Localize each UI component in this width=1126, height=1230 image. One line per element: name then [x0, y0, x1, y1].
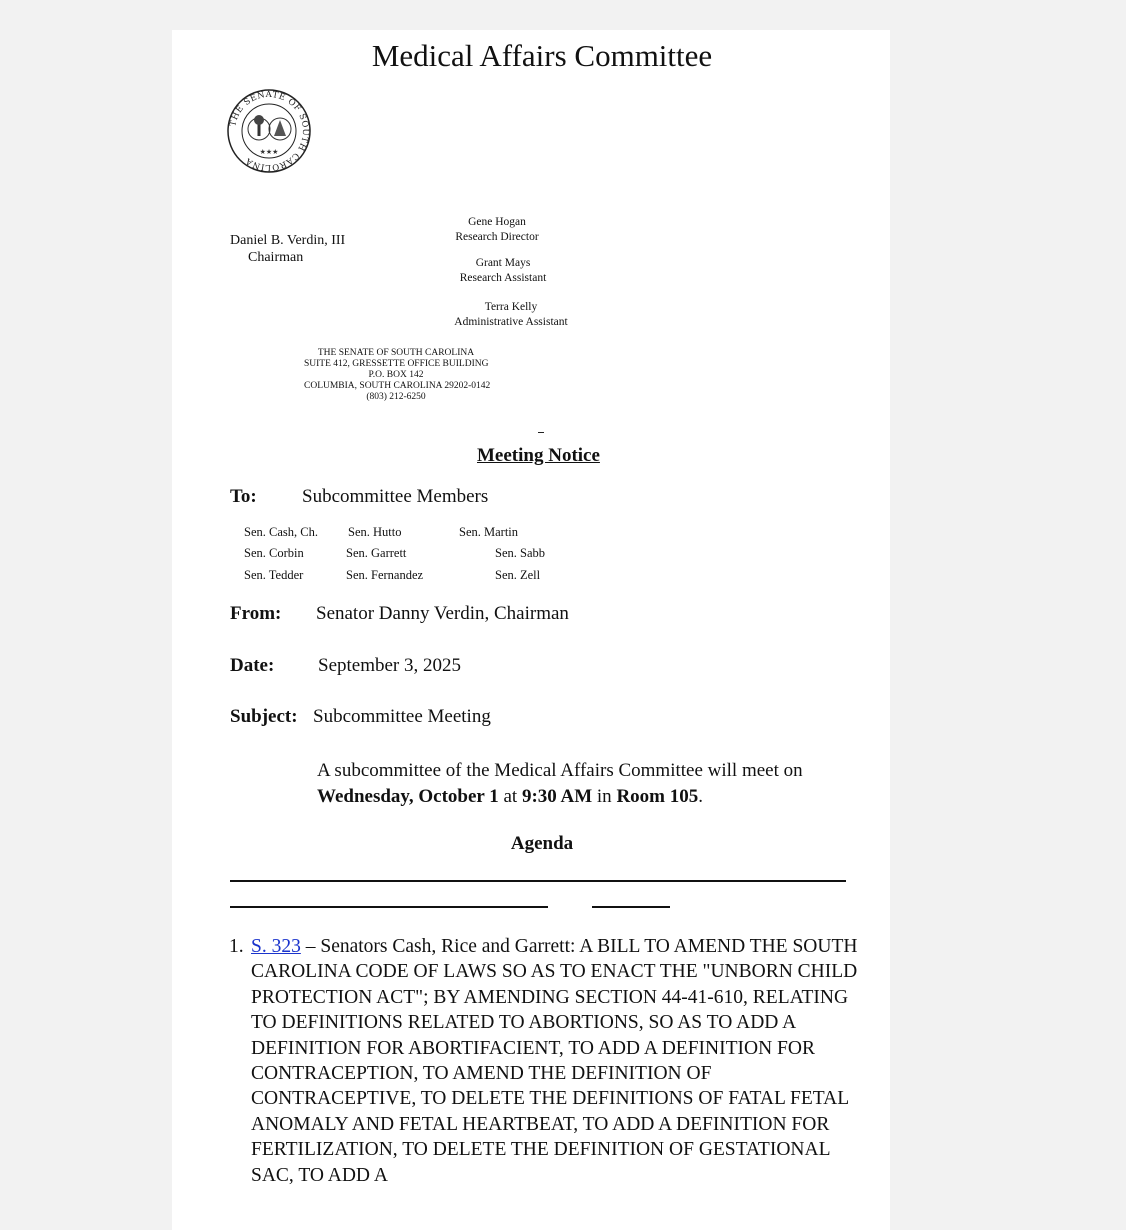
- bill-link[interactable]: S. 323: [251, 936, 301, 957]
- meeting-day: Wednesday, October 1: [317, 786, 499, 807]
- subject-value: Subcommittee Meeting: [313, 706, 491, 727]
- to-value: Subcommittee Members: [302, 486, 489, 507]
- meeting-time: 9:30 AM: [521, 786, 593, 807]
- from-value: Senator Danny Verdin, Chairman: [316, 603, 569, 624]
- meeting-intro: A subcommittee of the Medical Affairs Committee will meet on: [317, 760, 803, 781]
- staff-role: Research Assistant: [459, 272, 547, 284]
- meeting-at: at: [503, 786, 518, 807]
- subject-label: Subject:: [230, 706, 298, 727]
- staff-research-assistant: [440, 256, 566, 286]
- address-line: (803) 212-6250: [366, 392, 426, 402]
- divider: [592, 906, 670, 908]
- svg-text:THE SENATE OF SOUTH CAROLINA: THE SENATE OF SOUTH CAROLINA: [228, 89, 311, 173]
- meeting-notice-heading: Meeting Notice: [477, 445, 600, 466]
- meeting-in: in: [596, 786, 612, 807]
- staff-name: Gene Hogan: [468, 216, 526, 228]
- agenda-item-body: [251, 934, 861, 1188]
- address-line: THE SENATE OF SOUTH CAROLINA: [317, 348, 475, 358]
- staff-name: Terra Kelly: [484, 301, 538, 313]
- from-label: From:: [230, 603, 282, 624]
- member-name: Sen. Corbin: [244, 546, 304, 560]
- member-name: Sen. Hutto: [348, 525, 402, 539]
- agenda-item-text: – Senators Cash, Rice and Garrett: A BILL TO AMEND THE SOUTH CAROLINA CODE OF LAWS SO AS TO ENACT THE "UNBORN CHILD PROTECTION ACT"; BY AMENDING SECTION 44-41-610, RELATING TO DEFINITIONS RELATED TO ABORTIONS, SO AS TO ADD A DEFINITION FOR ABORTIFACIENT, TO ADD A DEFINITION FOR CONTRACEPTION, TO AMEND THE DEFINITION OF CONTRACEPTIVE, TO DELETE THE DEFINITIONS OF FATAL FETAL ANOMALY AND FETAL HEARTBEAT, TO ADD A DEFINITION FOR FERTILIZATION, TO DELETE THE DEFINITION OF GESTATIONAL SAC, TO ADD A: [251, 936, 858, 1186]
- senate-address: [304, 348, 491, 403]
- member-name: Sen. Sabb: [495, 546, 545, 560]
- divider: [230, 906, 548, 908]
- staff-administrative-assistant: [442, 300, 580, 330]
- date-value: September 3, 2025: [318, 655, 462, 676]
- to-label: To:: [230, 486, 257, 507]
- member-name: Sen. Garrett: [346, 546, 407, 560]
- chairman-name: Daniel B. Verdin, III: [230, 233, 346, 248]
- meeting-details: [317, 758, 877, 810]
- committee-title: Medical Affairs Committee: [371, 38, 713, 73]
- address-line: COLUMBIA, SOUTH CAROLINA 29202-0142: [304, 381, 491, 391]
- address-line: SUITE 412, GRESSETTE OFFICE BUILDING: [304, 359, 489, 369]
- date-label: Date:: [230, 655, 275, 676]
- divider: [230, 880, 846, 882]
- meeting-end: .: [698, 786, 703, 807]
- staff-role: Research Director: [455, 231, 539, 243]
- member-name: Sen. Martin: [459, 525, 519, 539]
- chairman-title: Chairman: [248, 250, 304, 265]
- staff-role: Administrative Assistant: [454, 316, 568, 328]
- staff-research-director: [440, 215, 554, 245]
- agenda-item-number: 1.: [229, 936, 244, 957]
- member-name: Sen. Fernandez: [346, 568, 424, 582]
- staff-name: Grant Mays: [475, 257, 531, 269]
- divider: [538, 432, 544, 433]
- meeting-room: Room 105: [616, 786, 699, 807]
- address-line: P.O. BOX 142: [368, 370, 424, 380]
- member-name: Sen. Cash, Ch.: [244, 525, 318, 539]
- document-page: [172, 30, 890, 1230]
- agenda-heading: Agenda: [510, 833, 574, 854]
- senate-seal-icon: [226, 88, 312, 174]
- svg-text:★★★: ★★★: [259, 148, 279, 156]
- member-name: Sen. Zell: [495, 568, 541, 582]
- member-name: Sen. Tedder: [244, 568, 304, 582]
